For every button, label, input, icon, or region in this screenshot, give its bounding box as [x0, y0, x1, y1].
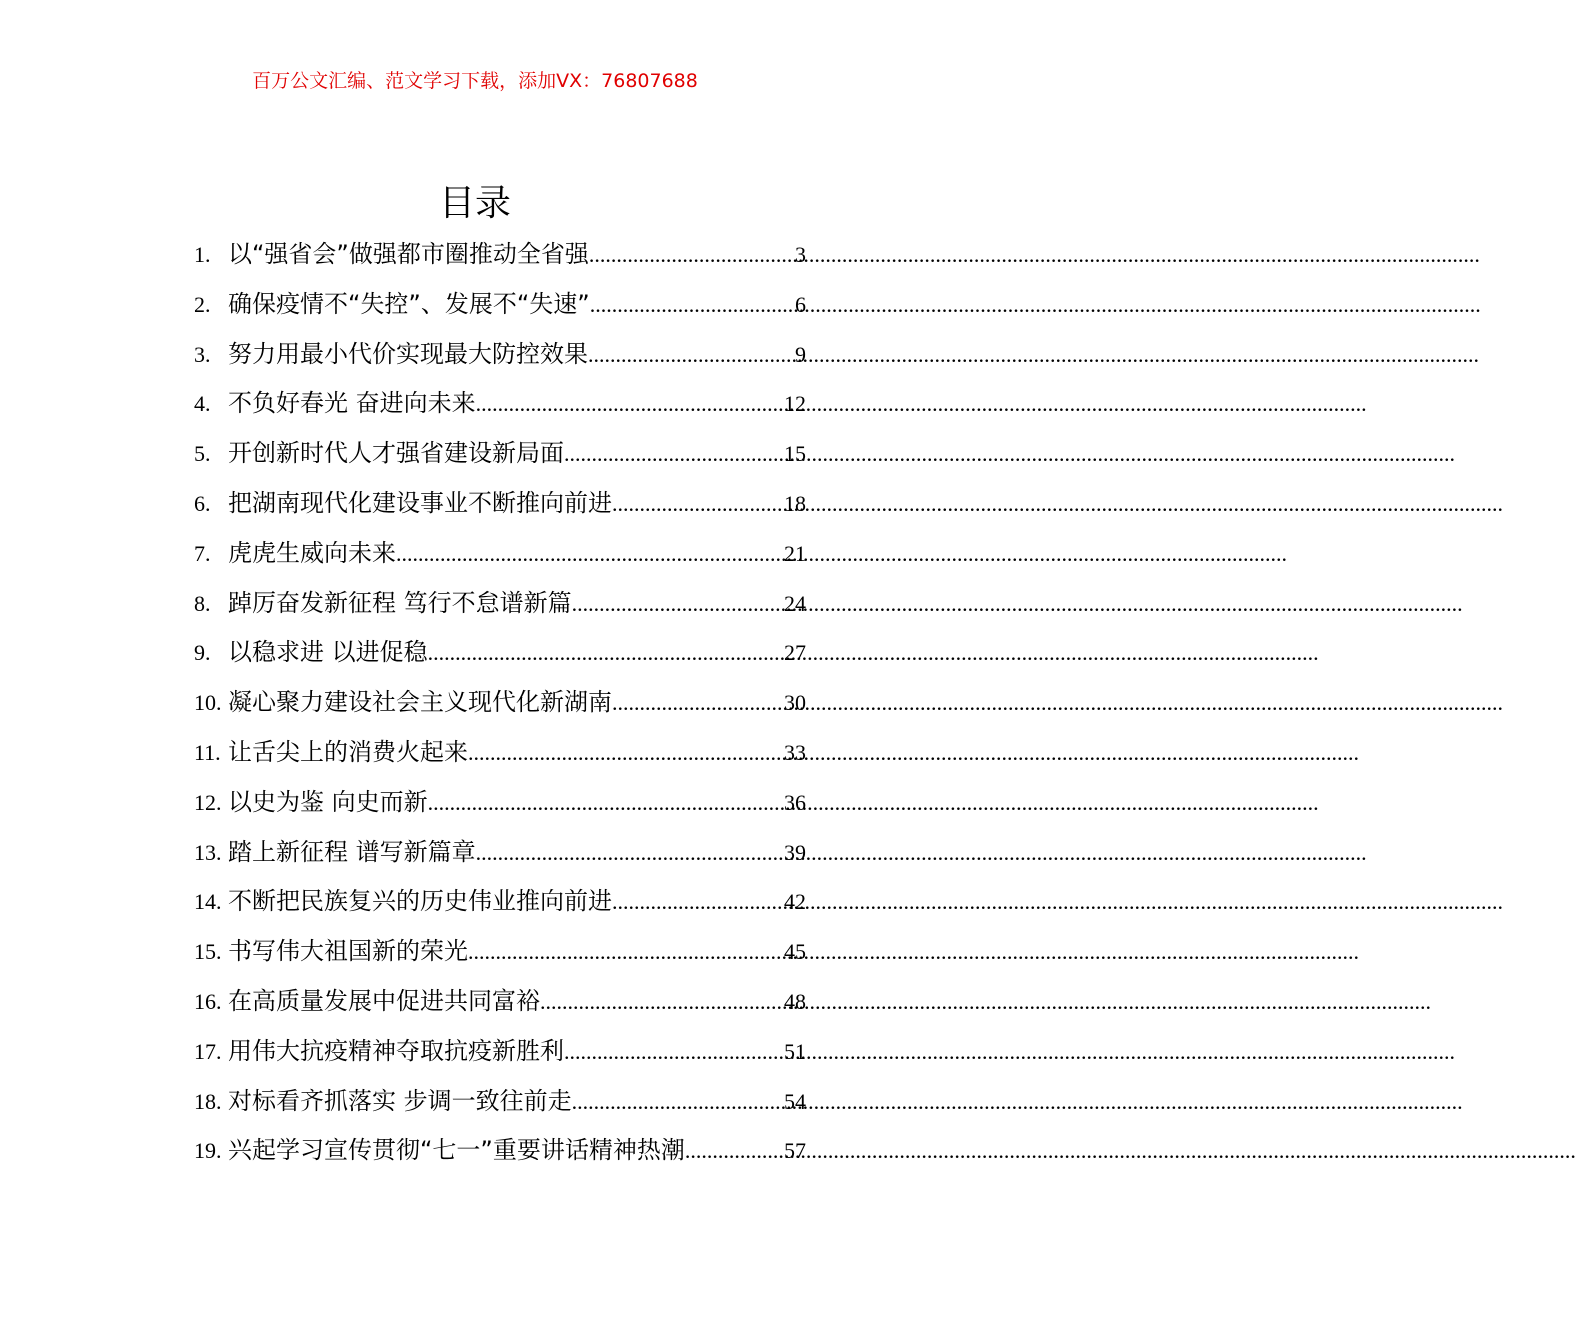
toc-entry[interactable] [194, 579, 806, 629]
toc-dot-leader [612, 678, 784, 728]
toc-entry-page: 6 [795, 291, 806, 317]
table-of-contents [194, 230, 806, 1176]
toc-dot-leader [572, 1077, 784, 1127]
toc-entry-title: 对标看齐抓落实 步调一致往前走 [228, 1086, 572, 1115]
toc-entry-page: 27 [784, 640, 806, 666]
toc-entry-title: 以“强省会”做强都市圈推动全省强 [228, 240, 589, 268]
toc-entry-title: 以史为鉴 向史而新 [228, 787, 428, 816]
toc-entry[interactable] [194, 230, 806, 280]
toc-entry-number: 8. [194, 590, 211, 616]
toc-dot-leader [612, 877, 784, 927]
toc-entry[interactable] [194, 877, 806, 927]
toc-dot-leader [468, 728, 784, 778]
toc-dot-leader [612, 479, 784, 529]
toc-entry-page: 33 [784, 739, 806, 765]
toc-entry[interactable] [194, 828, 806, 878]
toc-dot-leader [396, 529, 784, 579]
toc-entry-page: 51 [784, 1038, 806, 1064]
toc-entry-page: 39 [784, 839, 806, 865]
toc-entry-page: 30 [784, 690, 806, 716]
toc-entry[interactable] [194, 778, 806, 828]
toc-dot-leader [564, 429, 784, 479]
toc-entry-title: 在高质量发展中促进共同富裕 [228, 986, 540, 1015]
toc-entry-number: 12. [194, 789, 222, 815]
toc-entry-number: 9. [194, 640, 211, 666]
toc-dot-leader [476, 828, 784, 878]
toc-entry-number: 10. [194, 690, 222, 716]
toc-entry-number: 7. [194, 540, 211, 566]
toc-entry-title: 虎虎生威向未来 [228, 538, 396, 567]
toc-dot-leader [540, 977, 784, 1027]
toc-entry-page: 12 [784, 391, 806, 417]
toc-entry-number: 5. [194, 441, 211, 467]
toc-entry-title: 用伟大抗疫精神夺取抗疫新胜利 [228, 1036, 564, 1065]
toc-entry-number: 1. [194, 242, 211, 267]
toc-dot-leader [564, 1027, 784, 1077]
toc-title: 目录 [438, 183, 511, 224]
toc-dot-leader [588, 330, 795, 380]
toc-entry[interactable] [194, 977, 806, 1027]
toc-entry-page: 15 [784, 441, 806, 467]
header-promo-note: 百万公文汇编、范文学习下载，添加VX：76807688 [252, 70, 698, 92]
toc-entry-page: 18 [784, 490, 806, 516]
toc-entry[interactable] [194, 927, 806, 977]
toc-entry-number: 6. [194, 490, 211, 516]
toc-entry-title: 努力用最小代价实现最大防控效果 [228, 339, 588, 368]
toc-entry[interactable] [194, 628, 806, 678]
toc-dot-leader [685, 1126, 784, 1176]
toc-entry-title: 不断把民族复兴的历史伟业推向前进 [228, 887, 612, 916]
toc-entry-title: 兴起学习宣传贯彻“七一”重要讲话精神热潮 [228, 1136, 685, 1165]
toc-entry-page: 9 [795, 341, 806, 367]
toc-dot-leader [468, 927, 784, 977]
toc-entry-page: 45 [784, 939, 806, 965]
toc-entry-page: 21 [784, 540, 806, 566]
toc-entry[interactable] [194, 379, 806, 429]
toc-entry-page: 48 [784, 988, 806, 1014]
toc-entry-page: 3 [795, 242, 806, 267]
toc-entry-page: 36 [784, 789, 806, 815]
toc-dot-leader [589, 230, 795, 280]
toc-entry-title: 确保疫情不“失控”、发展不“失速” [228, 289, 590, 318]
toc-entry-number: 3. [194, 341, 211, 367]
toc-entry-number: 16. [194, 988, 222, 1014]
toc-entry-number: 17. [194, 1038, 222, 1064]
toc-entry[interactable] [194, 330, 806, 380]
toc-entry-title: 以稳求进 以进促稳 [228, 638, 428, 667]
toc-entry-title: 踏上新征程 谱写新篇章 [228, 837, 476, 866]
toc-entry-number: 18. [194, 1088, 222, 1114]
toc-entry[interactable] [194, 1077, 806, 1127]
toc-entry[interactable] [194, 1027, 806, 1077]
toc-entry-title: 不负好春光 奋进向未来 [228, 389, 476, 418]
toc-entry-title: 踔厉奋发新征程 笃行不怠谱新篇 [228, 588, 572, 617]
toc-entry-page: 24 [784, 590, 806, 616]
toc-dot-leader [428, 778, 784, 828]
toc-entry-number: 13. [194, 839, 222, 865]
toc-entry-page: 54 [784, 1088, 806, 1114]
toc-entry-page: 57 [784, 1138, 806, 1164]
toc-entry-number: 19. [194, 1138, 222, 1164]
toc-entry[interactable] [194, 479, 806, 529]
toc-entry-number: 15. [194, 939, 222, 965]
toc-entry-title: 让舌尖上的消费火起来 [228, 737, 468, 766]
toc-entry[interactable] [194, 1126, 806, 1176]
toc-entry[interactable] [194, 429, 806, 479]
toc-entry[interactable] [194, 280, 806, 330]
toc-dot-leader [428, 628, 784, 678]
toc-entry-title: 凝心聚力建设社会主义现代化新湖南 [228, 688, 612, 717]
toc-entry[interactable] [194, 678, 806, 728]
toc-entry-number: 2. [194, 291, 211, 317]
toc-entry-title: 开创新时代人才强省建设新局面 [228, 439, 564, 468]
toc-entry-number: 4. [194, 391, 211, 417]
toc-dot-leader [476, 379, 784, 429]
toc-entry-number: 11. [194, 739, 221, 765]
toc-entry-title: 把湖南现代化建设事业不断推向前进 [228, 488, 612, 517]
toc-entry[interactable] [194, 728, 806, 778]
toc-entry-page: 42 [784, 889, 806, 915]
toc-dot-leader [572, 579, 784, 629]
toc-entry-number: 14. [194, 889, 222, 915]
toc-dot-leader [590, 280, 795, 330]
toc-entry-title: 书写伟大祖国新的荣光 [228, 937, 468, 966]
toc-entry[interactable] [194, 529, 806, 579]
